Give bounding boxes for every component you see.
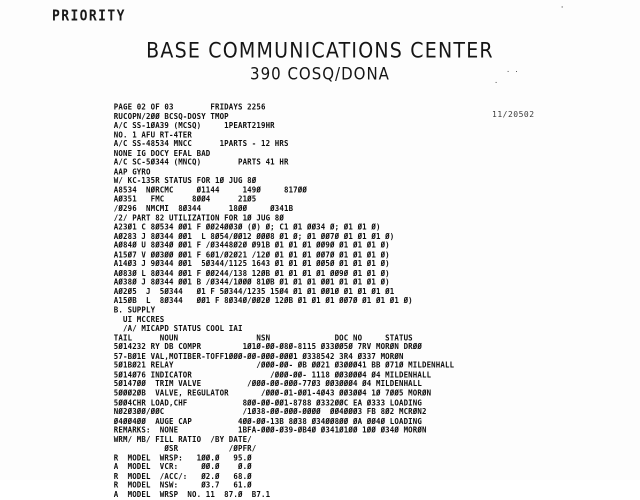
page-subtitle: 390 COSQ/DONA [250,63,390,85]
teletype-line: WRM/ MB/ FILL RATIO /BY DATE/ [100,434,252,444]
teletype-line: 5ØØ4CHR LOAD,CHF 8ØØ-ØØ-ØØ1-8788 Ø332ØØC EA Ø333 LOADING [100,397,422,408]
teletype-line: AØ83Ø L 8Ø344 ØØ1 F ØØ244/138 12ØB Ø1 Ø1 Ø1 Ø1 ØØ9Ø Ø1 Ø1 Ø) [100,268,390,278]
teletype-line: TAIL NOUN NSN DOC NO STATUS [100,332,413,343]
teletype-line: B. SUPPLY [100,304,156,315]
teletype-line: /Ø296 NMCMI 8Ø344 18ØØ Ø341B [100,203,294,214]
teletype-line: PAGE 02 OF 03 FRIDAYS 2256 [100,101,266,112]
teletype-line: NONE IG DOCY EFAL BAD [100,148,211,158]
teletype-line: 57-BØ1E VAL,MOTIBER-TOFF1ØØØ-ØØ-ØØØ-ØØØ1 Ø338542 3R4 Ø337 MORØN [100,351,404,361]
teletype-line: RUCOPN/2ØØ BCSQ-DOSY TMOP [100,111,229,121]
teletype-line: ØSR /ØPFR/ [100,443,257,454]
precedence-label: PRIORITY [52,8,126,26]
teletype-line: /A/ MICAPD STATUS COOL IAI [100,323,243,334]
teletype-line: AØ283 J 8Ø344 ØØ1 L 8Ø54/ØØ12 ØØØ8 Ø1 Ø; Ø1 ØØ7Ø Ø1 Ø1 Ø1 Ø) [100,231,395,241]
teletype-line: A/C SS-1ØA39 (MCSQ) 1PEART219HR [100,120,275,131]
teletype-line: AØ84Ø U 8Ø34Ø ØØ1 F /Ø3448Ø2Ø Ø91B Ø1 Ø1 Ø1 ØØ9Ø Ø1 Ø1 Ø1 Ø) [100,240,390,251]
stray-mark-top: ' [560,5,565,13]
teletype-line: Ø4ØØ4ØØ AUGE CAP 4ØØ-ØØ-13B 8Ø38 Ø34ØØ8ØØ ØA ØØ4Ø LOADING [100,415,422,426]
teletype-line: AØ2Ø5 J 5Ø344 Ø1 F 5Ø344/1235 15Ø4 Ø1 Ø1 ØØ1Ø Ø1 Ø1 Ø1 Ø1 [100,286,395,297]
teletype-line: A MODEL WRSP NO. 11 87.Ø B7.1 [100,489,271,500]
document-title-block [0,40,640,83]
teletype-line: A8534 NØRCMC Ø1144 149Ø 817ØØ [100,184,307,195]
teletype-line: 5Ø14Ø76 INDICATOR /ØØØ-ØØ- 1118 ØØ3ØØØ4 Ø4 MILDENHALL [100,369,432,380]
teletype-line: W/ KC-135R STATUS FOR 1Ø JUG 8Ø [100,175,257,186]
teletype-line: A/C SS-48534 MNCC 1PARTS - 12 HRS [100,138,289,149]
teletype-line: A15Ø7 V ØØ3ØØ ØØ1 F 6Ø1/Ø2Ø21 /12Ø Ø1 Ø1 Ø1 ØØ7Ø Ø1 Ø1 Ø1 Ø) [100,249,390,260]
teletype-line: 5Ø1BØ21 RELAY /ØØØ-ØØ- ØB ØØ21 Ø3ØØØ41 BB Ø71Ø MILDENHALL [100,360,455,371]
teletype-line: A14Ø3 J 9Ø344 ØØ1 5Ø344/1125 1643 Ø1 Ø1 Ø1 ØØ5Ø Ø1 Ø1 Ø1 Ø) [100,258,390,269]
teletype-line: A23Ø1 C 8Ø534 ØØ1 F ØØ24ØØ3Ø (Ø) Ø; C1 Ø1 ØØ34 Ø; Ø1 Ø1 Ø) [100,221,381,232]
stray-mark-right-lower: . [494,77,499,85]
teletype-line: 5ØØØ2ØB VALVE, REGULATOR /ØØØ-Ø1-ØØ1-4Ø43 ØØ3ØØ4 1Ø 7ØØ5 MORØN [100,388,432,398]
margin-code: 11/20502 [492,110,535,119]
teletype-line: R MODEL /ACC/: Ø2.Ø 68.Ø [100,471,252,481]
teletype-line: NØ2Ø3ØØ/ØØC /1Ø38-ØØ-ØØØ-ØØØØ ØØ4ØØØ3 FB 8Ø2 MCRØN2 [100,406,427,417]
teletype-line: /2/ PART 82 UTILIZATION FOR 1Ø JUG 8Ø [100,212,284,223]
teletype-line: A/C SC-5Ø344 (MNCQ) PARTS 41 HR [100,157,289,168]
teletype-line: AAP GYRO [100,166,151,177]
teletype-line: AØ38Ø J 8Ø344 ØØ1 B /Ø344/1ØØØ 81ØB Ø1 Ø1 Ø1 ØØ1 Ø1 Ø1 Ø1 Ø) [100,277,390,288]
teletype-line: R MODEL NSW: Ø3.7 61.Ø [100,480,252,491]
teletype-line: 5Ø147ØØ TRIM VALVE /ØØØ-ØØ-ØØØ-77Ø3 ØØ3ØØØ4 Ø4 MILDENHALL [100,378,422,389]
teletype-line: NO. 1 AFU RT-4TER [100,129,192,140]
teletype-body [100,103,520,500]
stray-mark-right-upper: . . [506,66,519,74]
teletype-line: A15ØB L 8Ø344 ØØ1 F 8Ø34Ø/ØØ2Ø 12ØB Ø1 Ø1 Ø1 ØØ7Ø Ø1 Ø1 Ø1 Ø) [100,295,413,306]
page-title: BASE COMMUNICATIONS CENTER [146,38,494,64]
teletype-line: A MODEL VCR: ØØ.Ø Ø.Ø [100,461,252,472]
teletype-line: R MODEL WRSP: 1ØØ.Ø 95.Ø [100,452,252,463]
teletype-line: REMARKS: NONE 1BFA-ØØØ-Ø39-ØB4Ø Ø341Ø1ØØ 1ØØ Ø34Ø MORØN [100,424,427,435]
teletype-line: AØ351 FMC 8ØØ4 21Ø5 [100,194,257,204]
teletype-line: UI MCCRES [100,314,165,324]
teletype-line: 5Ø14232 RY DB COMPR 1Ø1Ø-ØØ-Ø8Ø-8115 Ø33ØØ5Ø 7RV MORØN DRØØ [100,341,422,352]
